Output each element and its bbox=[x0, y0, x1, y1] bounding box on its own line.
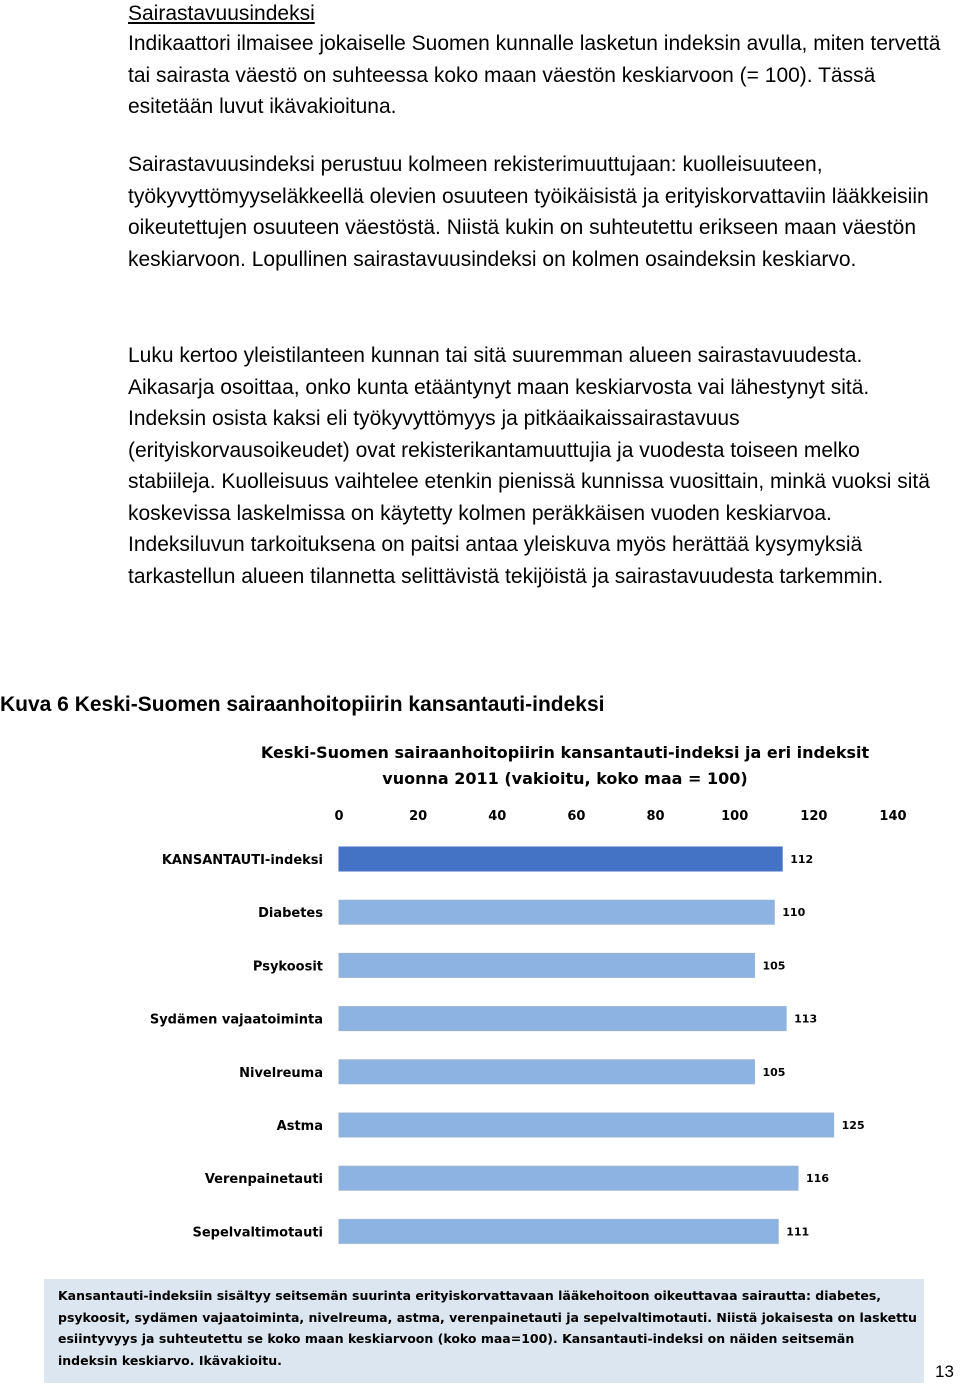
bar bbox=[339, 1007, 786, 1031]
category-label: Nivelreuma bbox=[239, 1065, 323, 1081]
section-heading: Sairastavuusindeksi bbox=[128, 2, 315, 25]
bar bbox=[339, 953, 755, 977]
chart-footnote: Kansantauti-indeksiin sisältyy seitsemän suurinta erityiskorvattavaan lääkehoitoon oikeuttavaa sairautta: diabetes, psykoosit, sydämen vajaatoiminta, nivelreuma, astma, verenpainetauti ja sepelvaltimotauti. Niistä jokaisesta on laskettu esiintyvyys ja suhteutettu se koko maan keskiarvoon (koko maa=100). Kansantauti-indeksi on näiden seitsemän indeksin keskiarvo. Ikävakioitu. bbox=[44, 1279, 924, 1383]
value-label: 116 bbox=[806, 1172, 829, 1186]
category-label: KANSANTAUTI-indeksi bbox=[161, 853, 323, 868]
value-label: 112 bbox=[790, 853, 814, 866]
bar bbox=[339, 1219, 778, 1243]
x-tick-label: 60 bbox=[567, 809, 586, 824]
value-label: 111 bbox=[786, 1225, 810, 1239]
category-label: Sydämen vajaatoiminta bbox=[149, 1012, 323, 1028]
x-tick-label: 40 bbox=[488, 809, 507, 824]
category-label: Astma bbox=[276, 1119, 323, 1134]
bar bbox=[339, 900, 774, 924]
value-label: 110 bbox=[782, 906, 806, 920]
method-paragraph: Sairastavuusindeksi perustuu kolmeen rekisterimuuttujaan: kuolleisuuteen, työkyvyttömyyseläkkeellä olevien osuuteen työikäisistä ja erityiskorvattaviin lääkkeisiin oikeutettujen osuuteen väestöstä. Niistä kukin on suhteutettu erikseen maan väestön keskiarvoon. Lopullinen sairastavuusindeksi on kolmen osaindeksin keskiarvo. bbox=[128, 153, 929, 271]
intro-paragraph: Indikaattori ilmaisee jokaiselle Suomen kunnalle lasketun indeksin avulla, miten tervettä tai sairasta väestö on suhteessa koko maan väestön keskiarvoon (= 100). Tässä esitetään luvut ikävakioituna. bbox=[128, 32, 941, 118]
figure-caption: Kuva 6 Keski-Suomen sairaanhoitopiirin kansantauti-indeksi bbox=[0, 693, 605, 716]
x-tick-label: 100 bbox=[721, 809, 749, 824]
category-label: Psykoosit bbox=[252, 959, 323, 975]
x-tick-label: 0 bbox=[334, 809, 344, 824]
category-label: Diabetes bbox=[258, 906, 323, 922]
x-tick-label: 20 bbox=[409, 809, 428, 824]
bar bbox=[339, 1060, 755, 1084]
bar bbox=[339, 847, 782, 871]
chart-title bbox=[250, 740, 880, 792]
page-number: 13 bbox=[935, 1362, 954, 1381]
chart-title-line2: vuonna 2011 (vakioitu, koko maa = 100) bbox=[382, 769, 748, 788]
interpretation-paragraph: Luku kertoo yleistilanteen kunnan tai sitä suuremman alueen sairastavuudesta. Aikasarja osoittaa, onko kunta etääntynyt maan keskiarvosta vai lähestynyt sitä. Indeksin osista kaksi eli työkyvyttömyys ja pitkäaikaissairastavuus (erityiskorvausoikeudet) ovat rekisterikantamuuttujia ja vuodesta toiseen melko stabiileja. Kuolleisuus vaihtelee etenkin pienissä kunnissa vuosittain, minkä vuoksi sitä koskevissa laskelmissa on käytetty kolmen peräkkäisen vuoden keskiarvoa. Indeksiluvun tarkoituksena on paitsi antaa yleiskuva myös herättää kysymyksiä tarkastellun alueen tilannetta selittävistä tekijöistä ja sairastavuudesta tarkemmin. bbox=[128, 344, 930, 588]
category-label: Verenpainetauti bbox=[204, 1172, 323, 1188]
value-label: 105 bbox=[762, 959, 786, 973]
x-tick-label: 140 bbox=[879, 809, 907, 824]
bar-chart bbox=[0, 790, 960, 1270]
bar bbox=[339, 1166, 798, 1190]
value-label: 105 bbox=[762, 1065, 786, 1079]
bar bbox=[339, 1113, 834, 1137]
chart-title-line1: Keski-Suomen sairaanhoitopiirin kansantauti-indeksi ja eri indeksit bbox=[260, 743, 870, 762]
x-tick-label: 120 bbox=[800, 809, 828, 824]
x-tick-label: 80 bbox=[646, 809, 665, 824]
value-label: 113 bbox=[794, 1012, 818, 1026]
category-label: Sepelvaltimotauti bbox=[192, 1225, 323, 1241]
value-label: 125 bbox=[841, 1119, 865, 1132]
